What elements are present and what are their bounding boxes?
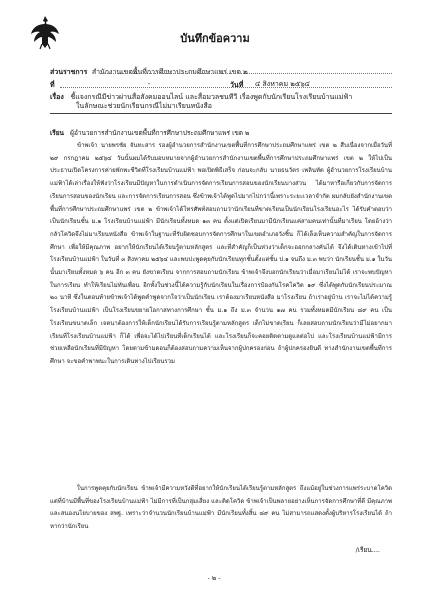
subject-value-2: ในลักษณะช่วยนักเรียนกรณีไม่มาเรียนหนังสือ bbox=[76, 102, 212, 110]
header-divider bbox=[50, 113, 392, 114]
garuda-emblem-icon bbox=[30, 14, 60, 50]
ref-date-line bbox=[50, 80, 310, 90]
document-title: บันทึกข้อความ bbox=[180, 32, 250, 45]
salutation-value: ผู้อำนวยการสำนักงานเขตพื้นที่การศึกษาประถมศึกษาแพร่ เขต ๒ bbox=[70, 129, 250, 137]
subject-value-1: ชี้แจงกรณีมีข่าวผ่านสื่อสังคมออนไลน์ และสื่อมวลชนทีวี เรื่องพูดกับนักเรียนโรงเรียนบ้านแม่ฟ้า bbox=[70, 93, 353, 101]
subject-label: เรื่อง bbox=[50, 92, 64, 101]
date-label: วันที่ bbox=[230, 80, 244, 89]
salutation bbox=[50, 128, 249, 138]
department-value: สำนักงานเขตพื้นที่การศึกษาประถมศึกษาแพร่ เขต ๒ bbox=[91, 68, 248, 76]
ref-label: ที่ bbox=[50, 80, 55, 89]
date-value: ๔ สิงหาคม ๒๕๖๔ bbox=[255, 80, 310, 88]
ref-value: - bbox=[148, 80, 151, 88]
dotted-rule bbox=[100, 73, 392, 74]
dotted-rule bbox=[60, 87, 392, 88]
body-paragraph-1: ข้าพเจ้า นายพรชัย จันทะสาร รองผู้อำนวยการสำนักงานเขตพื้นที่การศึกษาประถมศึกษาแพร่ เขต ๒ สืบเนื่องจากเมื่อวันที่ ๒๙ กรกฎาคม ๒๕๖๔ วันนั้นผมได้รับมอบหมายจากผู้อำนวยการสำนักงานเขตพื้นที่การศึกษาประถมศึกษาแพร่ เขต ๒ ให้ไปเป็นประธานเปิดโครงการค่ายพักพะชีวิตที่โรงเรียนบ้านแม่ฟ้า พอเปิดพิธีเสร็จ ก่อนจะกลับ นายธนวัตร เพลินทัต ผู้อำนวยการโรงเรียนบ้านแม่ฟ้าได้เล่าเรื่องให้ฟังว่าโรงเรียนมีปัญหาในการดำเนินการจัดการเรียนการสอนของนักเรียนบางส่วน ได้มาหารือเกี่ยวกับการจัดการเรียนการสอนของนักเรียน และการจัดการเรียนการสอน ซึ่งข้าพเจ้าได้พูดไปมากไปกว่านี้เพราะระยะเวลาจำกัด ผมกลับยังสำนักงานเขตพื้นที่การศึกษาประถมศึกษาแพร่ เขต ๒ ข้าพเจ้าได้โทรศัพท์สอบถามว่านักเรียนที่ขาดเรียนเป็นนักเรียนโรงเรียนอะไร ได้รับคำตอบว่าเป็นนักเรียนชั้น ม.๑ โรงเรียนบ้านแม่ฟ้า มีนักเรียนทั้งหมด ๑๓ คน ตั้งแต่เปิดเรียนมามีนักเรียนแค่สามคนเท่านั้นที่มาเรียน โดยอ้างว่ากลัวโควิดจึงไม่มาเรียนหนังสือ ข้าพเจ้าในฐานะที่รับผิดชอบการจัดการศึกษาในเขตอำเภอวังชิ้น ก็ได้เล็งเห็นความสำคัญในการจัดการศึกษา เพื่อให้มีคุณภาพ อยากให้นักเรียนได้เรียนรู้ตามหลักสูตร และที่สำคัญก็เป็นห่วงว่าเด็กจะออกกลางคันได้ จึงได้เดินทางเข้าไปที่โรงเรียนบ้านแม่ฟ้า ในวันที่ ๓ สิงหาคม ๒๕๖๔ และพบปะพูดคุยกับนักเรียนทุกชั้นตั้งแต่ชั้น ป.๑ จนถึง ม.๓ พบว่า นักเรียนชั้น ม.๑ ในวันนั้นมาเรียนทั้งหมด ๖ คน อีก ๓ คน ยังขาดเรียน จากการสอบถามนักเรียน ข้าพเจ้าจึงบอกนักเรียนว่าเมื่อมาเรียนไม่ได้ เราจะพบปัญหาในการเรียน ทำให้เรียนไม่ทันเพื่อน อีกทั้งในช่วงนี้ได้ความรู้กับนักเรียนในเรื่องการป้องกันโรคโควิด ๑๙ ซึ่งได้พูดกับนักเรียนประมาณ ๒๐ นาที ซึ่งในตอนท้ายข้าพเจ้าได้พูดคำพูดจากใจว่าเป็นนักเรียน เราต้องมาเรียนหนังสือ มาโรงเรียน ถ้าเราอยู่บ้าน เราจะไม่ได้ความรู้ โรงเรียนบ้านแม่ฟ้า เป็นโรงเรียนขยายโอกาสทางการศึกษา ชั้น ม.๑ ถึง ม.๓ จำนวน ๑๗ คน รวมทั้งหมดมีนักเรียน ๘๙ คน เป็นโรงเรียนขนาดเล็ก เจตนาต้องการให้เด็กนักเรียนได้รับการเรียนรู้ตามหลักสูตร เด็กไม่ขาดเรียน ก็เลยสอบถามนักเรียนว่ามีไม่อยากมาเรียนที่โรงเรียนบ้านแม่ฟ้า ก็ได้ เพื่อจะได้ไปเรียนที่เด็กเรียนได้ และโรงเรียนก็จะคอยติดตามดูแลต่อไป และโรงเรียนบ้านแม่ฟ้ามีการช่วยเหลือนักเรียนที่มีปัญหา โดยตามข้ามดอนก็ต้องสอบถามความเห็นจากผู้ปกครองก่อน ถ้าผู้ปกครองยินดี ทางสำนักงานเขตพื้นที่การศึกษา จะขอคำพาพนะในการเดินทางไปเรียนรวม bbox=[50, 142, 392, 365]
department-label: ส่วนราชการ bbox=[50, 67, 88, 76]
salutation-label: เรียน bbox=[50, 129, 64, 137]
department-line bbox=[50, 67, 248, 77]
continuation-marker: /เรียน.... bbox=[355, 546, 380, 554]
page-number: - ๒ - bbox=[207, 574, 221, 582]
body-paragraph-2: ในการพูดคุยกับนักเรียน ข้าพเจ้ามีความหวังดีที่อยากให้นักเรียนได้เรียนรู้ตามหลักสูตร ถึงแม้อยู่ในช่วงการแพร่ระบาดโควิด แต่ที่บ้านมีพื้นที่ของโรงเรียนบ้านแม่ฟ้า ไม่มีการที่เป็นกลุ่มเสี่ยง และติดโควิด ข้าพเจ้าเป็นพลายอย่างเห็นการจัดการศึกษาที่ดี มีคุณภาพ และสนองนโยบายของ สพฐ. เพราะว่าจำนวนนักเรียนบ้านแม่ฟ้า มีนักเรียนทั้งสิ้น ๘๙ คน ไม่สามารถแสดงตั้งผู้บริหารโรงเรียนได้ ถ้าหากว่านักเรียน bbox=[50, 485, 392, 531]
subject-line bbox=[50, 92, 352, 102]
